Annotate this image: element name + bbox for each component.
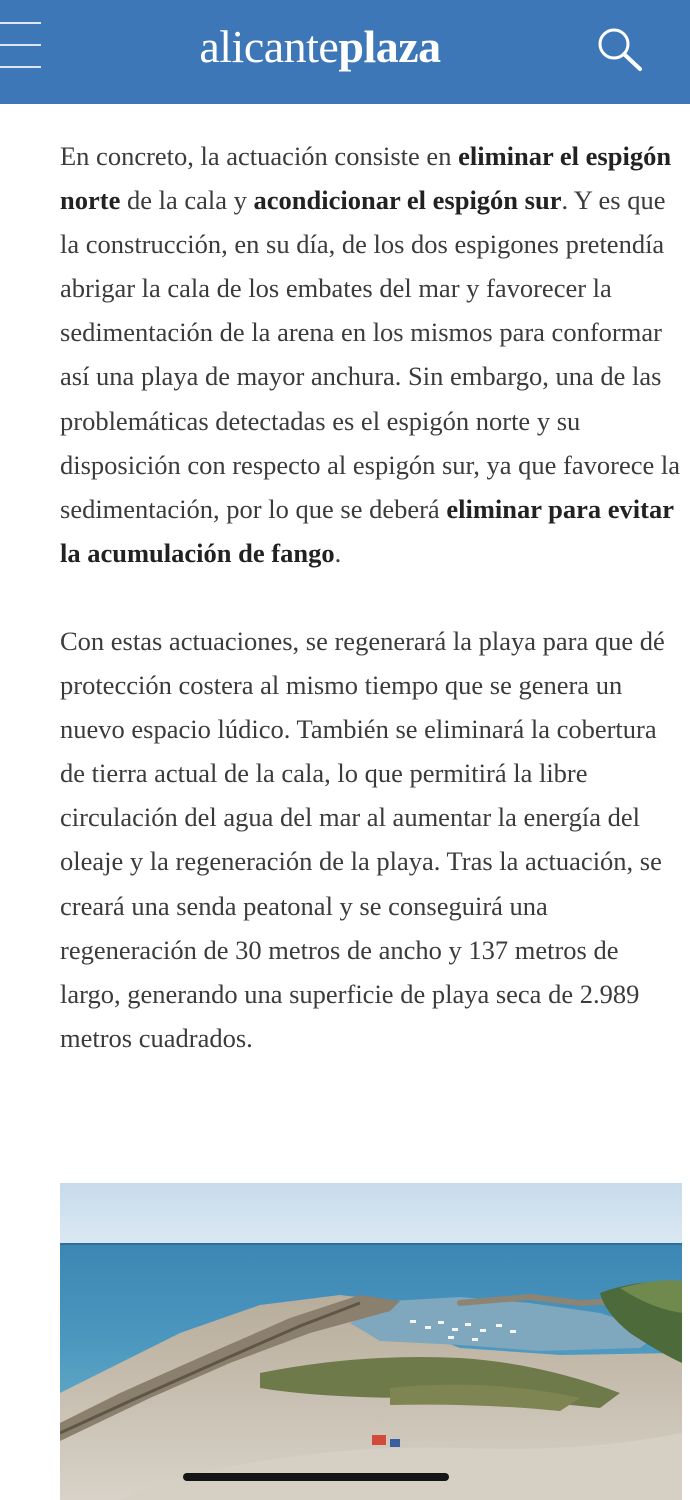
article-photo[interactable] (60, 1183, 682, 1500)
home-indicator[interactable] (183, 1473, 449, 1481)
article-paragraph (60, 619, 685, 1060)
coastal-cove-image (60, 1183, 682, 1500)
bold-text: acondicionar el espigón sur (253, 185, 562, 216)
site-logo[interactable] (0, 20, 640, 74)
logo-light-text: alicante (199, 21, 339, 72)
search-icon[interactable] (595, 26, 645, 74)
logo-bold-text: plaza (338, 21, 441, 72)
article-body (60, 134, 685, 1060)
bold-text: eliminar el espigón norte (60, 141, 672, 216)
paragraph-text: . Y es que la construcción, en su día, de los dos espigones pretendía abrigar la cala de los embates del mar y favorecer la sedimentación de la arena en los mismos para conformar así una playa de mayor anchura. Sin embargo, una de las problemáticas detectadas es el espigón norte y su disposición con respecto al espigón sur, ya que favorece la sedimentación, por lo que se deberá (60, 185, 681, 524)
article-paragraph (60, 134, 685, 575)
bold-text: eliminar para evitar la acumulación de fango (60, 493, 674, 568)
site-header (0, 0, 690, 104)
paragraph-text: Con estas actuaciones, se regenerará la playa para que dé protección costera al mismo tiempo que se genera un nuevo espacio lúdico. También se eliminará la cobertura de tierra actual de la cala, lo que permitirá la libre circulación del agua del mar al aumentar la energía del oleaje y la regeneración de la playa. Tras la actuación, se creará una senda peatonal y se conseguirá una regeneración de 30 metros de ancho y 137 metros de largo, generando una superficie de playa seca de 2.989 metros cuadrados. (60, 625, 665, 1053)
paragraph-text: En concreto, la actuación consiste en (60, 141, 459, 171)
paragraph-text: . (334, 537, 342, 568)
paragraph-text: de la cala y (120, 185, 254, 216)
